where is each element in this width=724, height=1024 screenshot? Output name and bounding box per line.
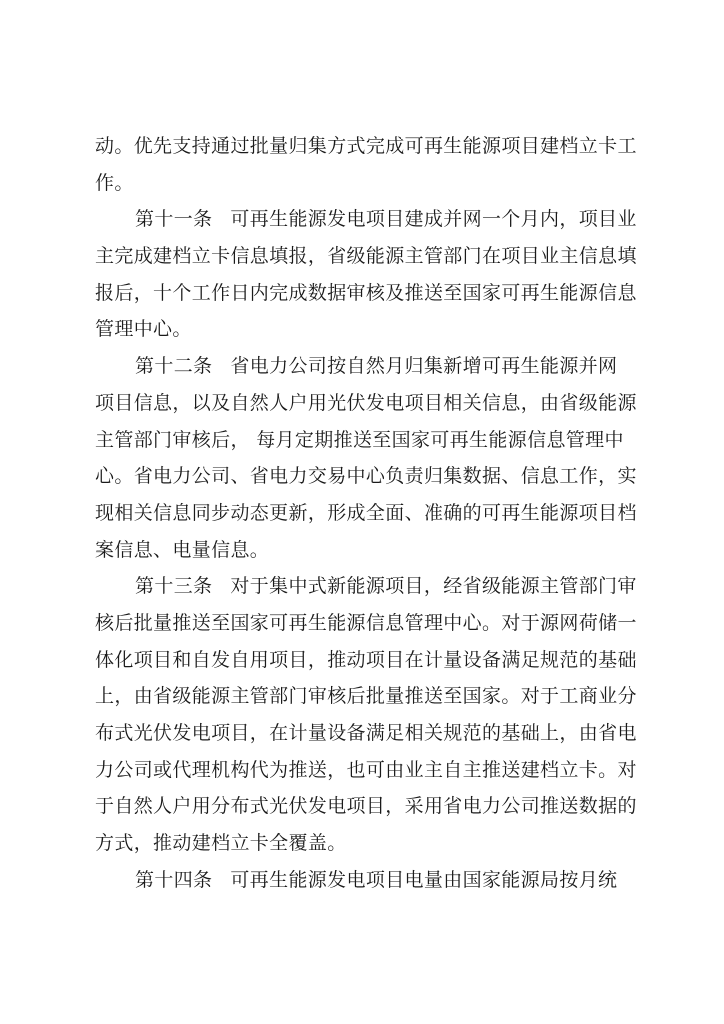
body-line [95, 605, 643, 642]
body-line [95, 825, 643, 862]
body-line [95, 715, 643, 752]
body-line [95, 678, 643, 715]
line-text: 省电力公司按自然月归集新增可再生能源并网 [230, 355, 618, 378]
body-line [95, 752, 643, 789]
line-text: 报后，十个工作日内完成数据审核及推送至国家可再生能源信息 [95, 281, 637, 304]
line-text: 动。优先支持通过批量归集方式完成可再生能源项目建档立卡工 [95, 135, 637, 157]
line-text: 于自然人户用分布式光伏发电项目，采用省电力公司推送数据的 [95, 795, 637, 818]
article-number: 第十四条 [135, 868, 213, 891]
document-body [95, 128, 643, 898]
body-line [95, 128, 643, 165]
line-text: 现相关信息同步动态更新，形成全面、准确的可再生能源项目档 [95, 501, 637, 524]
body-line [95, 165, 643, 202]
line-text: 上，由省级能源主管部门审核后批量推送至国家。对于工商业分 [95, 685, 637, 708]
body-line [95, 458, 643, 495]
article-line [95, 201, 643, 238]
line-text: 力公司或代理机构代为推送，也可由业主自主推送建档立卡。对 [95, 758, 637, 781]
line-text: 可再生能源发电项目建成并网一个月内，项目业 [230, 208, 637, 231]
body-line [95, 495, 643, 532]
article-number: 第十二条 [135, 355, 213, 378]
line-text: 方式，推动建档立卡全覆盖。 [95, 832, 347, 855]
body-line [95, 385, 643, 422]
line-text: 项目信息，以及自然人户用光伏发电项目相关信息，由省级能源 [95, 391, 637, 414]
body-line [95, 422, 643, 459]
body-line [95, 238, 643, 275]
article-line [95, 862, 643, 899]
article-line [95, 568, 643, 605]
line-text: 作。 [95, 171, 134, 194]
line-text: 主管部门审核后， 每月定期推送至国家可再生能源信息管理中 [95, 428, 624, 451]
body-line [95, 642, 643, 679]
body-line [95, 275, 643, 312]
line-text: 心。省电力公司、省电力交易中心负责归集数据、信息工作，实 [95, 465, 637, 488]
article-line [95, 348, 643, 385]
body-line [95, 311, 643, 348]
article-number: 第十一条 [135, 208, 213, 231]
line-text: 主完成建档立卡信息填报，省级能源主管部门在项目业主信息填 [95, 245, 637, 268]
line-text: 核后批量推送至国家可再生能源信息管理中心。对于源网荷储一 [95, 611, 637, 634]
line-text: 案信息、电量信息。 [95, 538, 270, 561]
body-line [95, 532, 643, 569]
line-text: 布式光伏发电项目，在计量设备满足相关规范的基础上，由省电 [95, 722, 637, 744]
line-text: 对于集中式新能源项目，经省级能源主管部门审 [230, 575, 637, 598]
line-text: 体化项目和自发自用项目，推动项目在计量设备满足规范的基础 [95, 648, 637, 671]
body-line [95, 788, 643, 825]
line-text: 可再生能源发电项目电量由国家能源局按月统 [230, 868, 618, 891]
article-number: 第十三条 [135, 575, 213, 598]
line-text: 管理中心。 [95, 318, 192, 341]
